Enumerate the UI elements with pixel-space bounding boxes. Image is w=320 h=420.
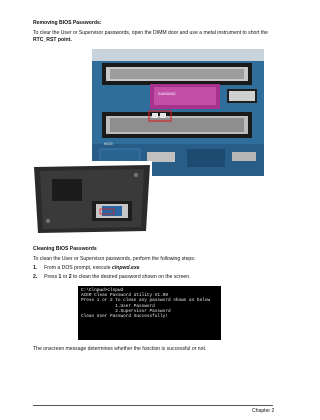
step-1-command: clnpwd.exe <box>112 265 140 271</box>
step-2-number: 2. <box>33 274 38 280</box>
laptop-underside-photo <box>32 161 152 237</box>
svg-text:SAMSUNG: SAMSUNG <box>158 92 176 96</box>
step-2-text-post: to clean the desired password shown on the screen. <box>71 274 191 280</box>
cleaning-intro-text: To clean the User or Supervisor passwords, perform the following steps: <box>33 256 196 262</box>
removing-passwords-text <box>33 30 278 43</box>
step-1-text: From a DOS prompt, execute <box>44 265 113 271</box>
console-line: 1.User Password <box>81 303 155 309</box>
console-line: 2.Supervisor Password <box>81 308 171 314</box>
step-1-number: 1. <box>33 265 38 271</box>
removing-passwords-line1: To clear the User or Supervisor passwords, open the DIMM door and use a metal instrument to short the <box>33 30 268 36</box>
console-line: ACER Clean Password Utility V1.00 <box>81 293 168 299</box>
closing-note: The onscreen message determines whether the function is successful or not. <box>33 346 207 352</box>
console-screenshot <box>78 286 221 340</box>
console-line: C:\Clnpwd>clnpwd <box>81 288 124 293</box>
section-heading-removing-passwords: Removing BIOS Passwords: <box>33 20 102 26</box>
board-silkscreen-label: HDD0 <box>104 142 113 146</box>
rtc-rst-point-text: RTC_RST point. <box>33 36 72 43</box>
step-2 <box>33 274 191 281</box>
step-2-text-mid: or <box>61 274 69 280</box>
step-1 <box>33 265 140 272</box>
footer-rule <box>33 405 273 406</box>
step-2-key-2: 2 <box>68 274 72 280</box>
console-line: Clean User Password Successfully! <box>81 314 168 320</box>
motherboard-photo <box>92 49 264 176</box>
section-heading-cleaning-passwords: Cleaning BIOS Passwords <box>33 246 97 252</box>
step-2-text-pre: Press <box>44 274 59 280</box>
console-line: Press 1 or 2 to clean any password shown as below <box>81 298 211 304</box>
step-2-key-1: 1 <box>58 274 62 280</box>
footer-chapter: Chapter 2 <box>252 408 275 414</box>
